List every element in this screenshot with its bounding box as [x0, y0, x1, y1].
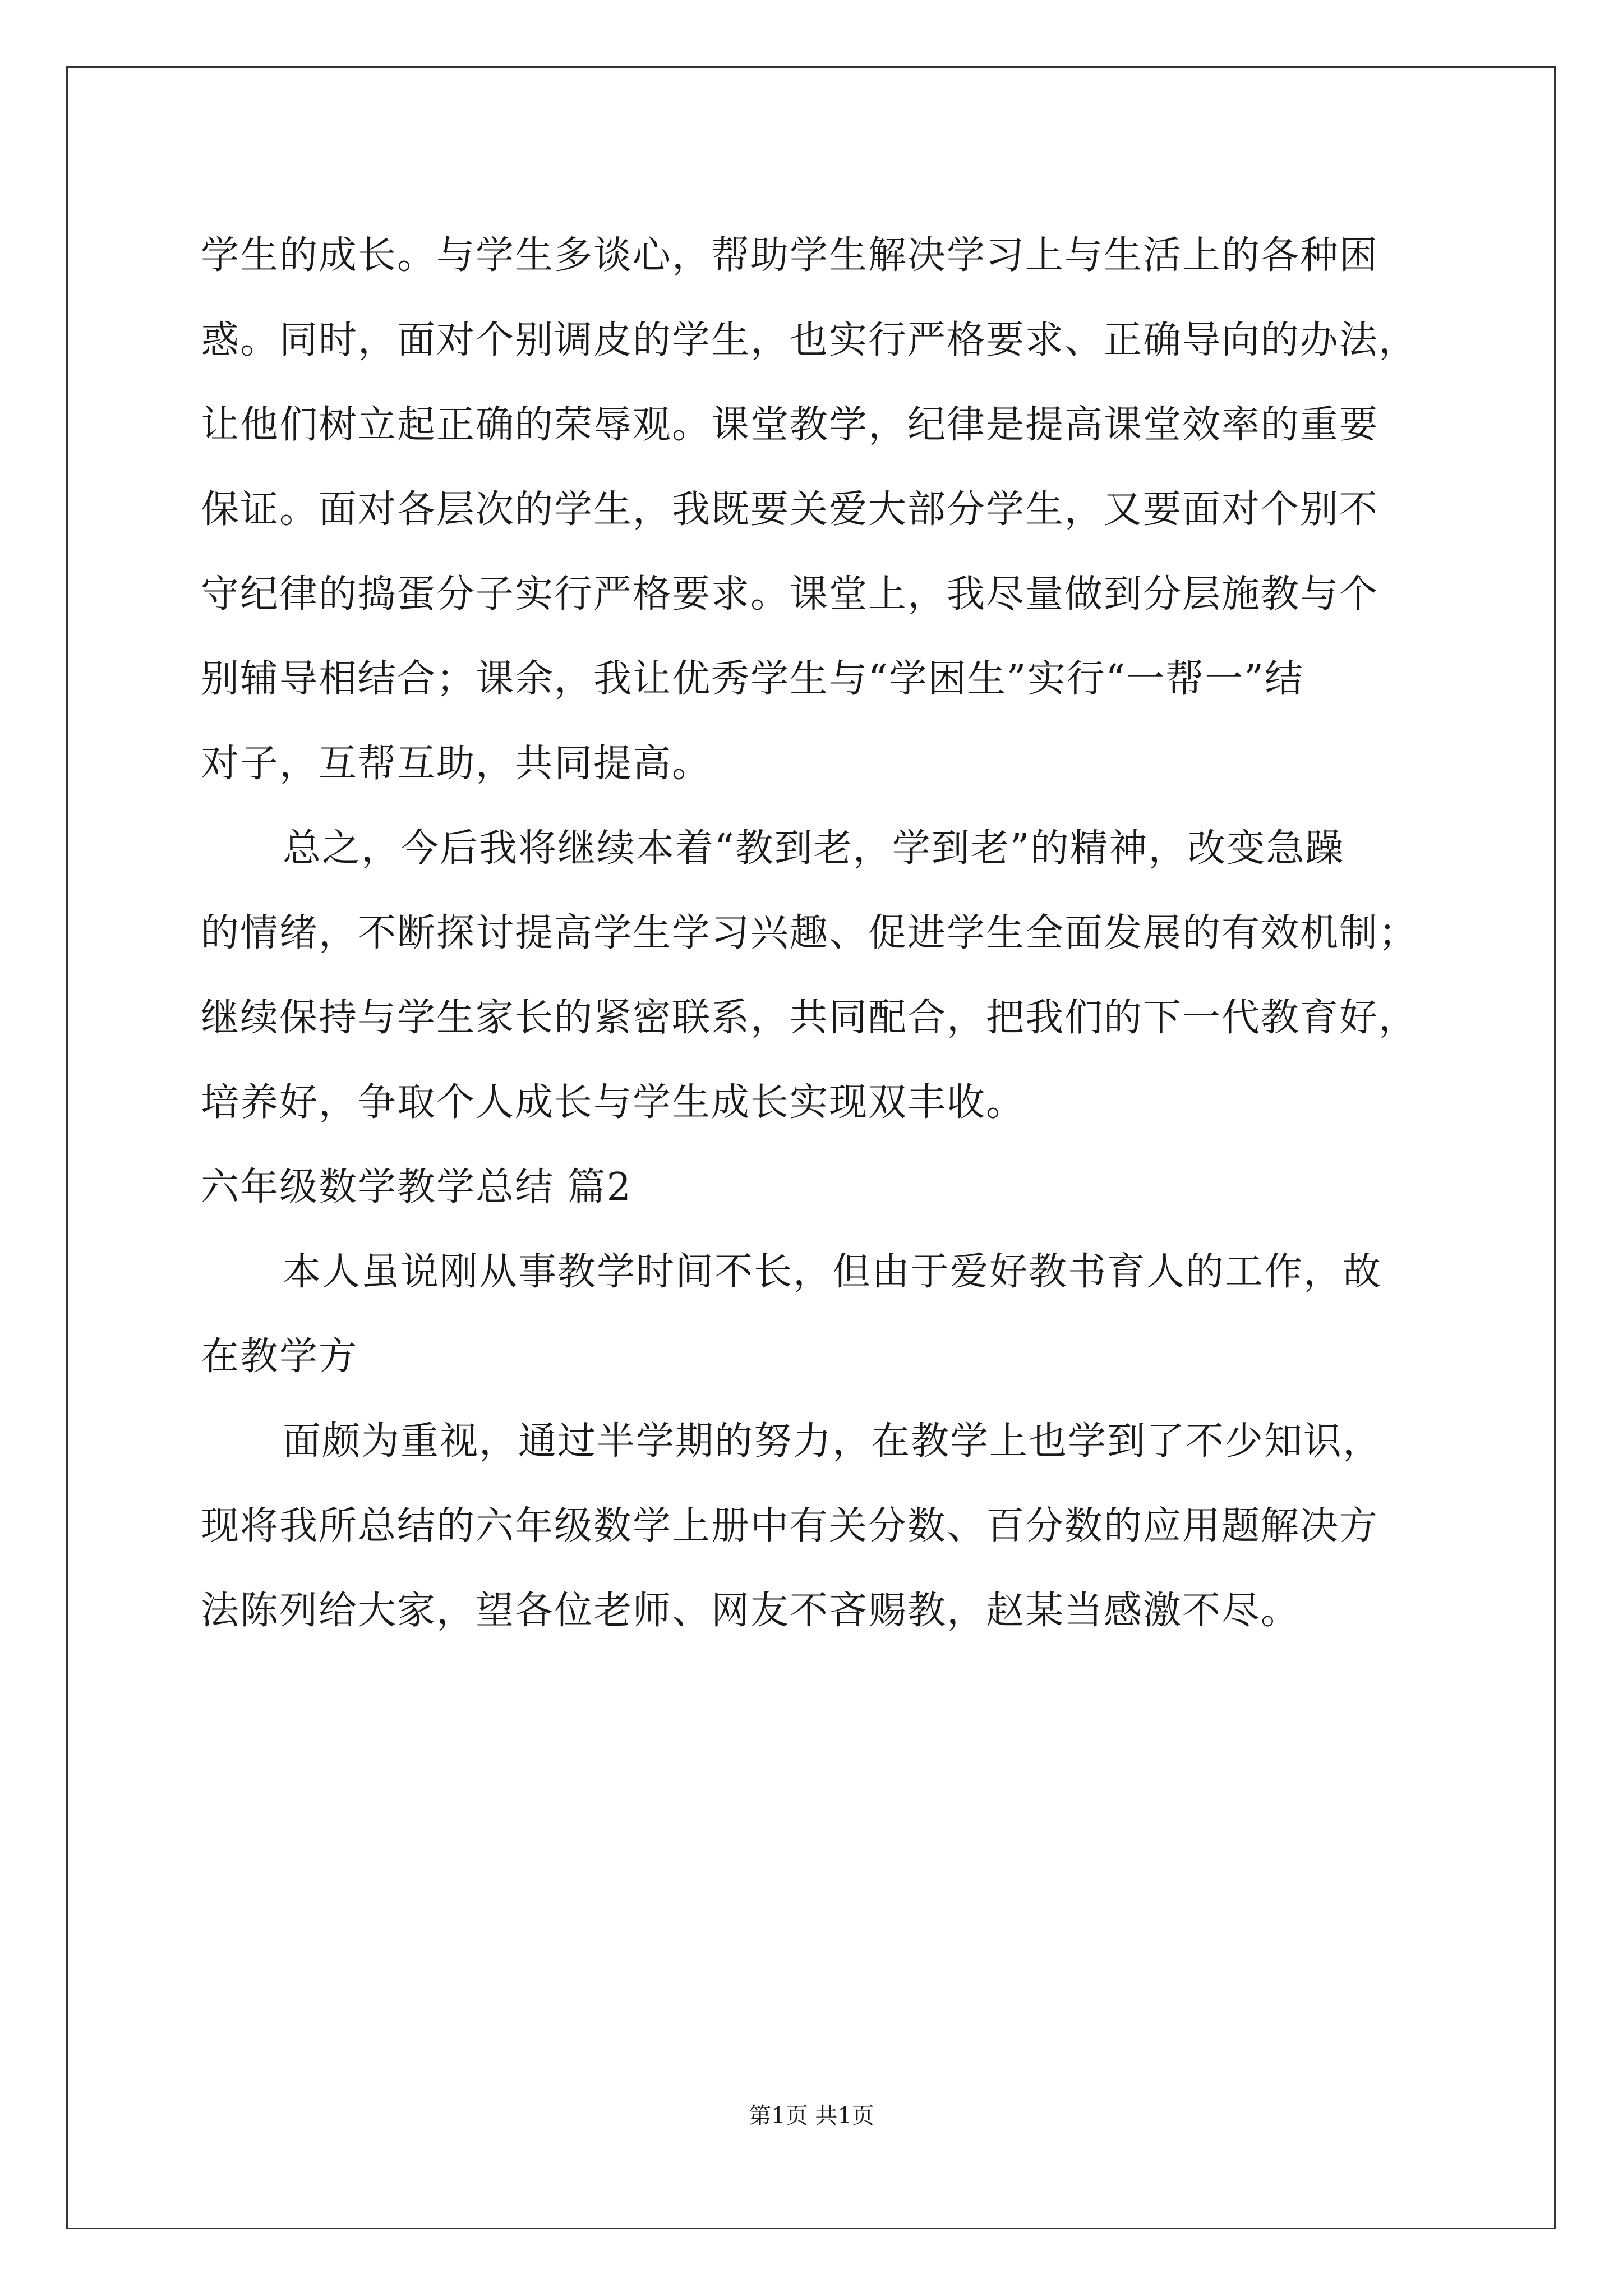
- text-line: 保证。面对各层次的学生，我既要关爱大部分学生，又要面对个别不: [201, 487, 1379, 532]
- text-line: 法陈列给大家，望各位老师、网友不吝赐教，赵某当感激不尽。: [201, 1589, 1301, 1633]
- text-line: 面颇为重视，通过半学期的努力，在教学上也学到了不少知识，: [283, 1419, 1382, 1464]
- text-line: 对子，互帮互助，共同提高。: [201, 742, 712, 786]
- text-line: 本人虽说刚从事教学时间不长，但由于爱好教书育人的工作，故: [283, 1250, 1382, 1294]
- text-line: 守纪律的捣蛋分子实行严格要求。课堂上，我尽量做到分层施教与个: [201, 572, 1379, 616]
- text-line: 在教学方: [201, 1335, 358, 1379]
- text-line: 现将我所总结的六年级数学上册中有关分数、百分数的应用题解决方: [201, 1504, 1379, 1548]
- text-line: 总之，今后我将继续本着“教到老，学到老”的精神，改变急躁: [283, 826, 1345, 871]
- text-line: 让他们树立起正确的荣辱观。课堂教学，纪律是提高课堂效率的重要: [201, 403, 1379, 447]
- text-line: 继续保持与学生家长的紧密联系，共同配合，把我们的下一代教育好，: [201, 996, 1418, 1040]
- text-line: 别辅导相结合；课余，我让优秀学生与“学困生”实行“一帮一”结: [201, 657, 1304, 701]
- page-number-footer: 第1页 共1页: [749, 2103, 874, 2129]
- text-line: 惑。同时，面对个别调皮的学生，也实行严格要求、正确导向的办法，: [201, 318, 1418, 362]
- section-heading: 六年级数学教学总结 篇2: [201, 1165, 632, 1209]
- text-line: 培养好，争取个人成长与学生成长实现双丰收。: [201, 1080, 1026, 1125]
- text-line: 的情绪，不断探讨提高学生学习兴趣、促进学生全面发展的有效机制；: [201, 911, 1418, 955]
- text-line: 学生的成长。与学生多谈心，帮助学生解决学习上与生活上的各种困: [201, 233, 1379, 278]
- document-body: [201, 213, 1435, 1653]
